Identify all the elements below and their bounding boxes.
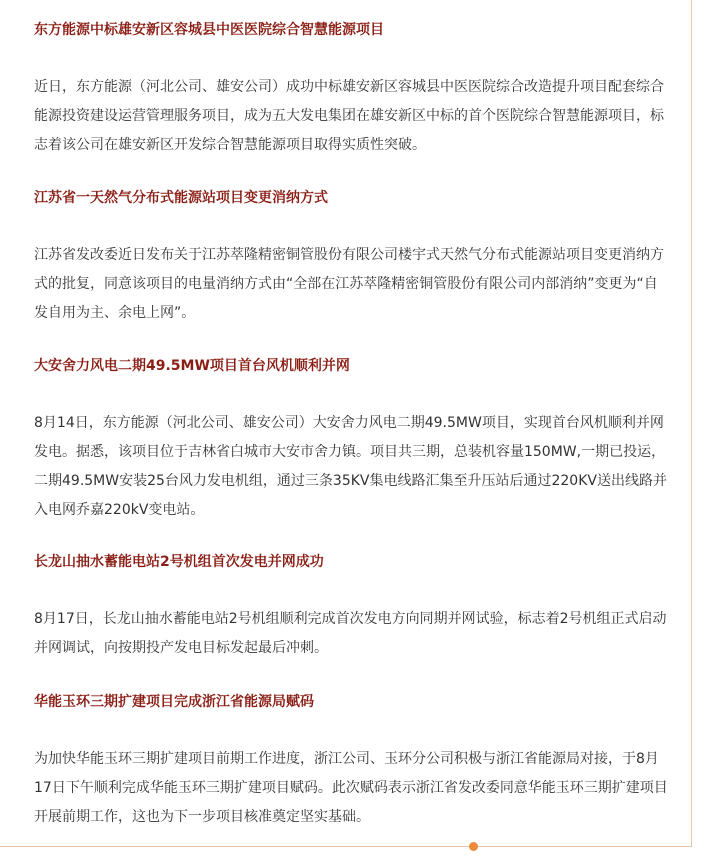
section-2-title: 江苏省一天然气分布式能源站项目变更消纳方式 <box>34 190 328 206</box>
section-5-title: 华能玉环三期扩建项目完成浙江省能源局赋码 <box>34 694 314 710</box>
section-5-body: 为加快华能玉环三期扩建项目前期工作进度，浙江公司、玉环分公司积极与浙江省能源局对接，于8月17日下午顺利完成华能玉环三期扩建项目赋码。此次赋码表示浙江省发改委同意华能玉环三期扩建项目开展前期工作，这也为下一步项目核准奠定坚实基础。 <box>34 751 668 825</box>
section-4-body: 8月17日，长龙山抽水蓄能电站2号机组顺利完成首次发电方向同期并网试验，标志着2号机组正式启动并网调试，向按期投产发电目标发起最后冲刺。 <box>34 611 667 656</box>
section-3-body: 8月14日，东方能源（河北公司、雄安公司）大安舍力风电二期49.5MW项目，实现首台风机顺利并网发电。据悉，该项目位于吉林省白城市大安市舍力镇。项目共三期，总装机容量150MW,一期已投运，二期49.5MW安装25台风力发电机组，通过三条35KV集电线路汇集至升压站后通过220KV送出线路并入电网乔嘉220kV变电站。 <box>34 415 667 518</box>
frame-right-border <box>691 0 692 846</box>
decorative-dot-icon <box>469 842 478 851</box>
section-1-title: 东方能源中标雄安新区容城县中医医院综合智慧能源项目 <box>34 22 384 38</box>
frame-bottom-border <box>0 846 692 847</box>
section-1-body: 近日，东方能源（河北公司、雄安公司）成功中标雄安新区容城县中医医院综合改造提升项目配套综合能源投资建设运营管理服务项目，成为五大发电集团在雄安新区中标的首个医院综合智慧能源项目，标志着该公司在雄安新区开发综合智慧能源项目取得实质性突破。 <box>34 79 664 153</box>
section-3-title: 大安舍力风电二期49.5MW项目首台风机顺利并网 <box>34 358 350 374</box>
section-2-body: 江苏省发改委近日发布关于江苏萃隆精密铜管股份有限公司楼宇式天然气分布式能源站项目变更消纳方式的批复，同意该项目的电量消纳方式由“全部在江苏萃隆精密铜管股份有限公司内部消纳”变更为“自发自用为主、余电上网”。 <box>34 247 664 321</box>
section-4-title: 长龙山抽水蓄能电站2号机组首次发电并网成功 <box>34 554 324 570</box>
